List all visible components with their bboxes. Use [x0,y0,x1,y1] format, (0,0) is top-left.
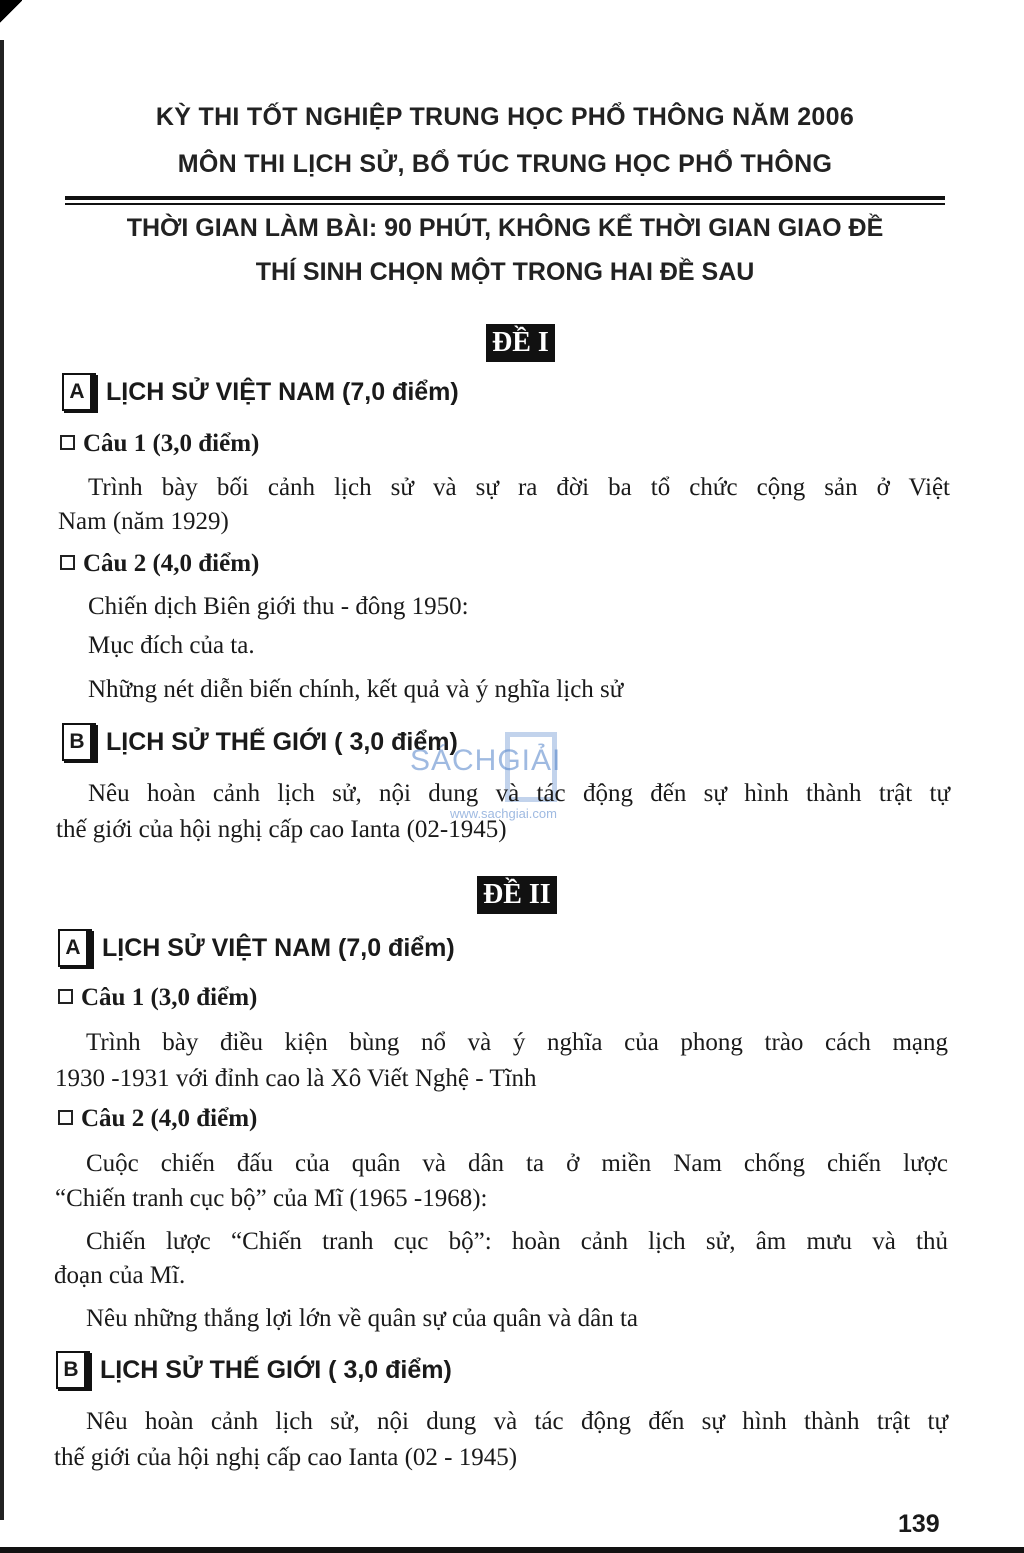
checkbox-icon [58,989,73,1004]
section-title: LỊCH SỬ VIỆT NAM (7,0 điểm) [106,377,459,406]
de-1-question-1-text-line-2: Nam (năm 1929) [58,508,229,535]
question-label: Câu 1 (3,0 điểm) [83,430,260,457]
de-2-section-a [58,928,455,968]
header-divider-thin [65,203,945,205]
de-2-question-2-title [58,1105,257,1133]
checkbox-icon [60,555,75,570]
de-2-label: ĐỀ II [477,876,557,914]
de-1-question-2-line-3: Những nét diễn biến chính, kết quả và ý nghĩa lịch sử [88,676,624,703]
de-1-label: ĐỀ I [486,324,555,362]
section-badge: A [62,373,96,411]
de-2-section-b-text-line-2: thế giới của hội nghị cấp cao Ianta (02 - 1945) [54,1444,518,1471]
de-1-question-2-line-2: Mục đích của ta. [88,632,255,659]
watermark-brand: SÁCHGIẢI [410,744,562,777]
exam-title: KỲ THI TỐT NGHIỆP TRUNG HỌC PHỔ THÔNG NĂM 2006 [155,103,855,131]
de-2-question-2-line-1: Cuộc chiến đấu của quân và dân ta ở miền Nam chống chiến lược [86,1150,948,1177]
de-2-question-1-title [58,984,257,1012]
de-1-section-b-text-line-1: Nêu hoàn cảnh lịch sử, nội dung và tác động đến sự hình thành trật tự [88,780,950,807]
de-1-question-1-title [60,430,259,458]
de-1-question-2-line-1: Chiến dịch Biên giới thu - đông 1950: [88,593,469,620]
question-label: Câu 2 (4,0 điểm) [83,550,260,577]
de-2-question-2-line-2: “Chiến tranh cục bộ” của Mĩ (1965 -1968): [55,1185,488,1212]
de-1-question-1-text-line-1: Trình bày bối cảnh lịch sử và sự ra đời ba tổ chức cộng sản ở Việt [88,474,950,501]
page-number: 139 [898,1510,940,1538]
de-1-section-a [62,372,459,412]
section-badge: A [58,929,92,967]
de-2-question-2-line-5: Nêu những thắng lợi lớn về quân sự của quân và dân ta [86,1305,639,1332]
question-label: Câu 2 (4,0 điểm) [81,1105,258,1132]
exam-subject: MÔN THI LỊCH SỬ, BỔ TÚC TRUNG HỌC PHỔ THÔNG [177,150,833,178]
section-badge: B [56,1351,90,1389]
checkbox-icon [58,1110,73,1125]
watermark-url: www.sachgiai.com [450,806,557,821]
section-title: LỊCH SỬ THẾ GIỚI ( 3,0 điểm) [106,727,458,756]
de-2-section-b [56,1350,452,1390]
section-title: LỊCH SỬ THẾ GIỚI ( 3,0 điểm) [100,1355,452,1384]
de-2-section-b-text-line-1: Nêu hoàn cảnh lịch sử, nội dung và tác động đến sự hình thành trật tự [86,1408,948,1435]
question-label: Câu 1 (3,0 điểm) [81,984,258,1011]
exam-time: THỜI GIAN LÀM BÀI: 90 PHÚT, KHÔNG KỂ THỜI GIAN GIAO ĐỀ [126,214,884,242]
de-2-question-2-line-4: đoạn của Mĩ. [54,1262,186,1289]
de-1-section-b [62,722,458,762]
scan-bottom-edge [0,1547,1024,1553]
exam-instruction: THÍ SINH CHỌN MỘT TRONG HAI ĐỀ SAU [255,258,755,286]
de-1-question-2-title [60,550,259,578]
de-1-section-b-text-line-2: thế giới của hội nghị cấp cao Ianta (02-1945) [56,816,507,843]
de-2-question-1-text-line-2: 1930 -1931 với đỉnh cao là Xô Viết Nghệ - Tĩnh [55,1065,537,1092]
de-2-question-2-line-3: Chiến lược “Chiến tranh cục bộ”: hoàn cảnh lịch sử, âm mưu và thủ [86,1228,948,1255]
section-title: LỊCH SỬ VIỆT NAM (7,0 điểm) [102,933,455,962]
scan-left-edge [0,40,4,1520]
page-corner-mark [0,0,22,28]
de-2-question-1-text-line-1: Trình bày điều kiện bùng nổ và ý nghĩa của phong trào cách mạng [86,1029,948,1056]
section-badge: B [62,723,96,761]
header-divider-thick [65,196,945,200]
checkbox-icon [60,435,75,450]
